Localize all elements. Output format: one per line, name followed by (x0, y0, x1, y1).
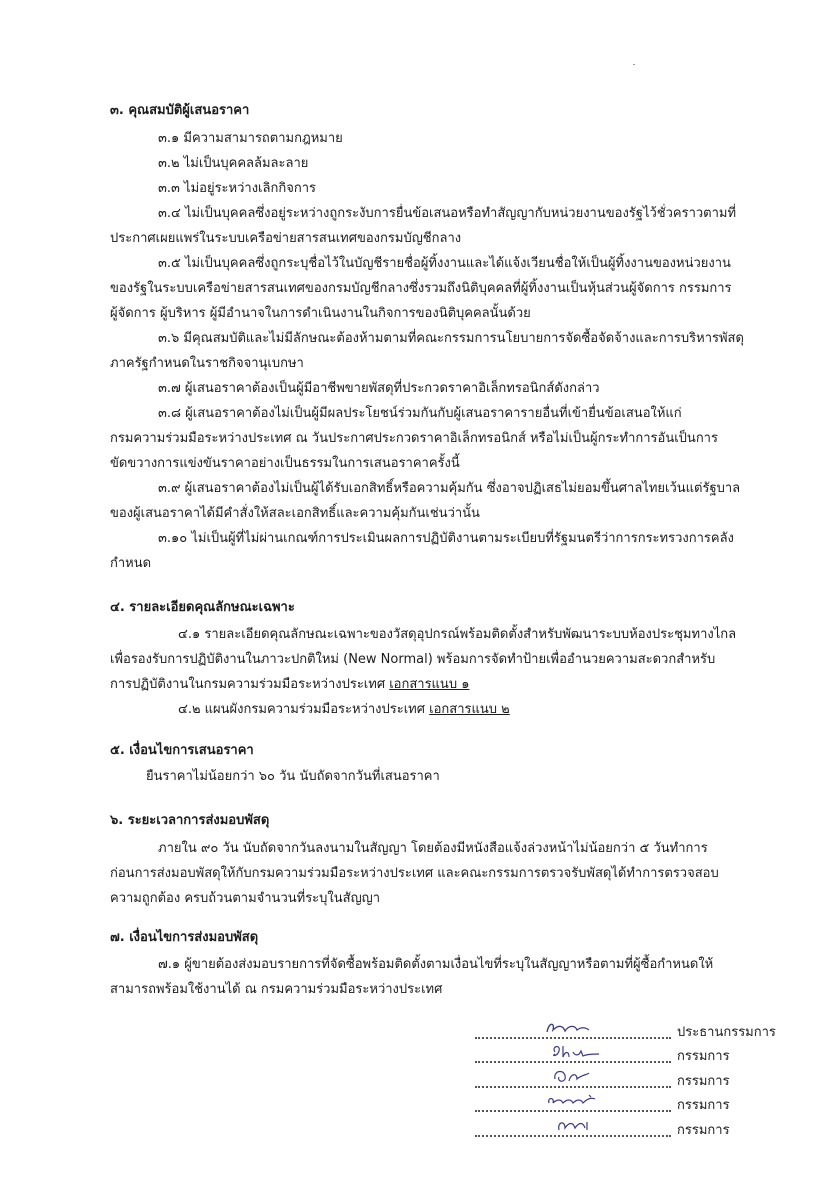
qualification-item: ๓.๑ มีความสามารถตามกฎหมาย (158, 131, 343, 146)
signature-dotted-line (475, 1110, 671, 1112)
qualification-item-continued: ประกาศเผยแพร่ในระบบเครือข่ายสารสนเทศของกรมบัญชีกลาง (110, 231, 462, 246)
specification-item (110, 697, 760, 722)
qualification-item: ๓.๒ ไม่เป็นบุคคลล้มละลาย (158, 156, 309, 171)
qualification-item: ๓.๔ ไม่เป็นบุคคลซึ่งอยู่ระหว่างถูกระงับการยื่นข้อเสนอหรือทำสัญญากับหน่วยงานของรัฐไว้ชั่วคราวตามที่ (158, 206, 737, 221)
qualification-item-continued: ขัดขวางการแข่งขันราคาอย่างเป็นธรรมในการเสนอราคาครั้งนี้ (110, 456, 460, 471)
qualification-item: ๓.๖ มีคุณสมบัติและไม่มีลักษณะต้องห้ามตามที่คณะกรรมการนโยบายการจัดซื้อจัดจ้างและการบริหารพัสดุ (158, 331, 744, 346)
attachment-link: เอกสารแนบ ๑ (389, 677, 470, 692)
paragraph-line: ภายใน ๙๐ วัน นับถัดจากวันลงนามในสัญญา โดยต้องมีหนังสือแจ้งล่วงหน้าไม่น้อยกว่า ๕ วันทำการ (158, 841, 708, 856)
section-heading: ๖. ระยะเวลาการส่งมอบพัสดุ (110, 813, 270, 828)
signatory-role: กรรมการ (677, 1073, 730, 1089)
signatory-role: กรรมการ (677, 1098, 730, 1113)
delivery-period-text (110, 836, 760, 911)
paragraph-line: ก่อนการส่งมอบพัสดุให้กับกรมความร่วมมือระหว่างประเทศ และคณะกรรมการตรวจรับพัสดุได้ทำการตรวจสอบ (110, 866, 719, 881)
section-specifications (110, 597, 760, 722)
specification-item: ๔.๑ รายละเอียดคุณลักษณะเฉพาะของวัสดุอุปกรณ์พร้อมติดตั้งสำหรับพัฒนาระบบห้องประชุมทางไกล (178, 627, 737, 642)
section-qualifications (110, 100, 760, 576)
handwritten-signature (525, 1067, 645, 1085)
qualification-item: ๓.๑๐ ไม่เป็นผู้ที่ไม่ผ่านเกณฑ์การประเมินผลการปฏิบัติงานตามระเบียบที่รัฐมนตรีว่าการกระทรวงการคลัง (158, 531, 734, 546)
signatory-role: ประธานกรรมการ (677, 1024, 776, 1040)
section-heading: ๗. เงื่อนไขการส่งมอบพัสดุ (110, 930, 259, 945)
qualification-item-continued: กำหนด (110, 556, 152, 571)
signature-dotted-line (475, 1061, 671, 1063)
signature-line (475, 1018, 815, 1043)
signature-line (475, 1116, 815, 1141)
specification-list (110, 622, 760, 722)
signatory-role: กรรมการ (677, 1049, 730, 1064)
section-heading: ๓. คุณสมบัติผู้เสนอราคา (110, 103, 250, 118)
signature-line (475, 1067, 815, 1092)
paragraph-line: ๗.๑ ผู้ขายต้องส่งมอบรายการที่จัดซื้อพร้อมติดตั้งตามเงื่อนไขที่ระบุในสัญญาหรือตามที่ผู้ซื้อกำหนดให้ (158, 957, 714, 972)
specification-item-continued: เพื่อรองรับการปฏิบัติงานในภาวะปกติใหม่ (New Normal) พร้อมการจัดทำป้ายเพื่ออำนวยความสะดวกสำหรับ (110, 652, 716, 667)
qualification-item-continued: ภาครัฐกำหนดในราชกิจจานุเบกษา (110, 356, 304, 371)
qualification-item-continued: ผู้จัดการ ผู้บริหาร ผู้มีอำนาจในการดำเนินงานในกิจการของนิติบุคคลนั้นด้วย (110, 306, 531, 321)
qualification-item-continued: ของผู้เสนอราคาได้มีคำสั่งให้สละเอกสิทธิ์และความคุ้มกันเช่นว่านั้น (110, 506, 480, 521)
signature-dotted-line (475, 1135, 671, 1137)
qualification-item: ๓.๓ ไม่อยู่ระหว่างเลิกกิจการ (158, 181, 316, 196)
qualification-item: ๓.๘ ผู้เสนอราคาต้องไม่เป็นผู้มีผลประโยชน์ร่วมกันกับผู้เสนอราคารายอื่นที่เข้ายื่นข้อเสนอให้แก่ (158, 406, 682, 421)
section-offer-conditions (110, 740, 760, 789)
delivery-conditions-text (110, 952, 760, 1002)
attachment-link: เอกสารแนบ ๒ (429, 702, 510, 717)
handwritten-signature (525, 1091, 645, 1109)
qualification-item: ๓.๕ ไม่เป็นบุคคลซึ่งถูกระบุชื่อไว้ในบัญชีรายชื่อผู้ทิ้งงานและได้แจ้งเวียนชื่อให้เป็นผู้ทิ้งงานของหน่วยงาน (158, 256, 731, 271)
qualification-list (110, 126, 760, 576)
scan-speck (633, 64, 635, 65)
signature-dotted-line (475, 1037, 671, 1039)
signature-dotted-line (475, 1086, 671, 1088)
section-delivery-period (110, 810, 760, 911)
qualification-item: ๓.๙ ผู้เสนอราคาต้องไม่เป็นผู้ได้รับเอกสิทธิ์หรือความคุ้มกัน ซึ่งอาจปฏิเสธไม่ยอมขึ้นศาลไทยเว้นแต่รัฐบาล (158, 481, 741, 496)
offer-condition-text: ยืนราคาไม่น้อยกว่า ๖๐ วัน นับถัดจากวันที่เสนอราคา (146, 769, 440, 784)
handwritten-signature (525, 1042, 645, 1060)
section-heading: ๕. เงื่อนไขการเสนอราคา (110, 743, 254, 758)
paragraph-line: สามารถพร้อมใช้งานได้ ณ กรมความร่วมมือระหว่างประเทศ (110, 982, 443, 997)
paragraph-line: ความถูกต้อง ครบถ้วนตามจำนวนที่ระบุในสัญญา (110, 891, 381, 906)
specification-item-continued (110, 672, 760, 697)
qualification-item: ๓.๗ ผู้เสนอราคาต้องเป็นผู้มีอาชีพขายพัสดุที่ประกวดราคาอิเล็กทรอนิกส์ดังกล่าว (158, 381, 600, 396)
section-heading: ๔. รายละเอียดคุณลักษณะเฉพาะ (110, 600, 295, 615)
signature-block (475, 1018, 815, 1141)
signature-line (475, 1043, 815, 1068)
specification-text: การปฏิบัติงานในกรมความร่วมมือระหว่างประเทศ (110, 677, 386, 692)
signatory-role: กรรมการ (677, 1122, 730, 1138)
section-delivery-conditions (110, 927, 760, 1002)
handwritten-signature (525, 1018, 645, 1036)
qualification-item-continued: ของรัฐในระบบเครือข่ายสารสนเทศของกรมบัญชีกลางซึ่งรวมถึงนิติบุคคลที่ผู้ทิ้งงานเป็นหุ้นส่วนผู้จัดการ กรรมการ (110, 281, 732, 296)
handwritten-signature (525, 1116, 645, 1134)
qualification-item-continued: กรมความร่วมมือระหว่างประเทศ ณ วันประกาศประกวดราคาอิเล็กทรอนิกส์ หรือไม่เป็นผู้กระทำการอันเป็นการ (110, 431, 718, 446)
signature-line (475, 1092, 815, 1117)
specification-text: ๔.๒ แผนผังกรมความร่วมมือระหว่างประเทศ (178, 702, 425, 717)
